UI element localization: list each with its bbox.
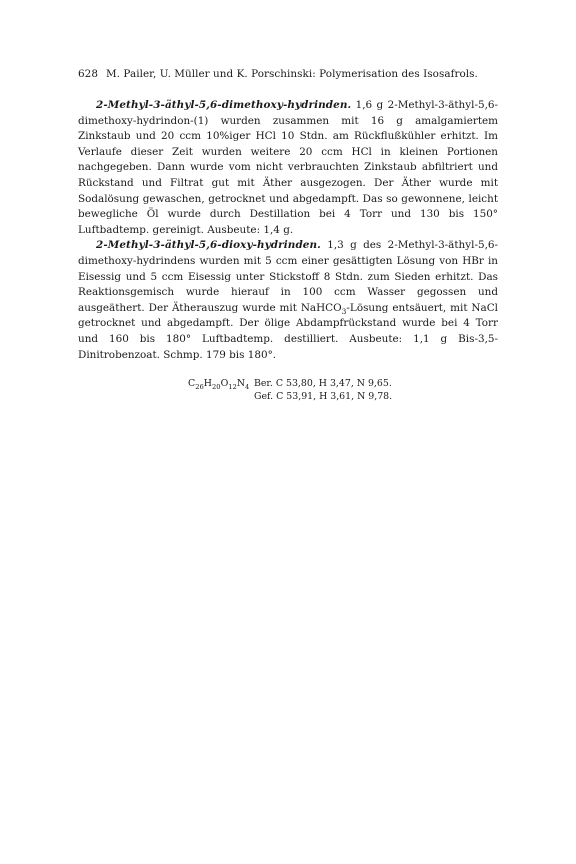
paragraph-text: 1,3 g des 2-Methyl-3-äthyl-5,6-dimethoxy-hydrindens wurden mit 5 ccm einer gesättigten Lösung von HBr in Eisessig und 5 ccm Eisessig unter Stickstoff 8 Stdn. zum Sieden erhitzt. Das Reaktionsgemisch wurde hierauf in 100 ccm Wasser gegossen und ausgeäthert. Der Ätherauszug wurde mit NaHCO$_3$-Lösung entsäuert, mit NaCl getrocknet und abgedampft. Der ölige Abdampfrückstand wurde bei 4 Torr und 160 bis 180° Luftbadtemp. destilliert. Ausbeute: 1,1 g Bis-3,5-Dinitrobenzoat. Schmp. 179 bis 180°. — [78, 239, 498, 361]
calculated-values: Ber. C 53,80, H 3,47, N 9,65. — [254, 378, 392, 389]
paragraph-dimethoxy-hydrinden — [78, 98, 498, 238]
compound-heading: 2-Methyl-3-äthyl-5,6-dioxy-hydrinden. — [96, 239, 321, 252]
analysis-values — [254, 378, 392, 403]
running-header — [78, 68, 498, 80]
molecular-formula: $C_{26}H_{20}O_{12}N_4$ — [188, 378, 250, 391]
found-values: Gef. C 53,91, H 3,61, N 9,78. — [254, 390, 393, 402]
running-title: M. Pailer, U. Müller und K. Porschinski: Polymerisation des Isosafrols. — [105, 68, 478, 80]
compound-heading: 2-Methyl-3-äthyl-5,6-dimethoxy-hydrinden. — [96, 99, 352, 111]
elemental-analysis — [188, 378, 392, 403]
paragraph-dioxy-hydrinden — [78, 238, 498, 363]
paragraph-text: 1,6 g 2-Methyl-3-äthyl-5,6-dimethoxy-hydrindon-(1) wurden zusammen mit 16 g amalgamiertem Zinkstaub und 20 ccm 10%iger HCl 10 Stdn. am Rückflußkühler erhitzt. Im Verlaufe dieser Zeit wurden weitere 20 ccm HCl in kleinen Portionen nachgegeben. Dann wurde vom nicht verbrauchten Zinkstaub abfiltriert und Rückstand und Filtrat gut mit Äther ausgezogen. Der Äther wurde mit Sodalösung gewaschen, getrocknet und abgedampft. Das so gewonnene, leicht bewegliche Öl wurde durch Destillation bei 4 Torr und 130 bis 150° Luftbadtemp. gereinigt. Ausbeute: 1,4 g. — [78, 99, 498, 236]
body-text — [78, 98, 498, 363]
page-number: 628 — [78, 68, 98, 80]
